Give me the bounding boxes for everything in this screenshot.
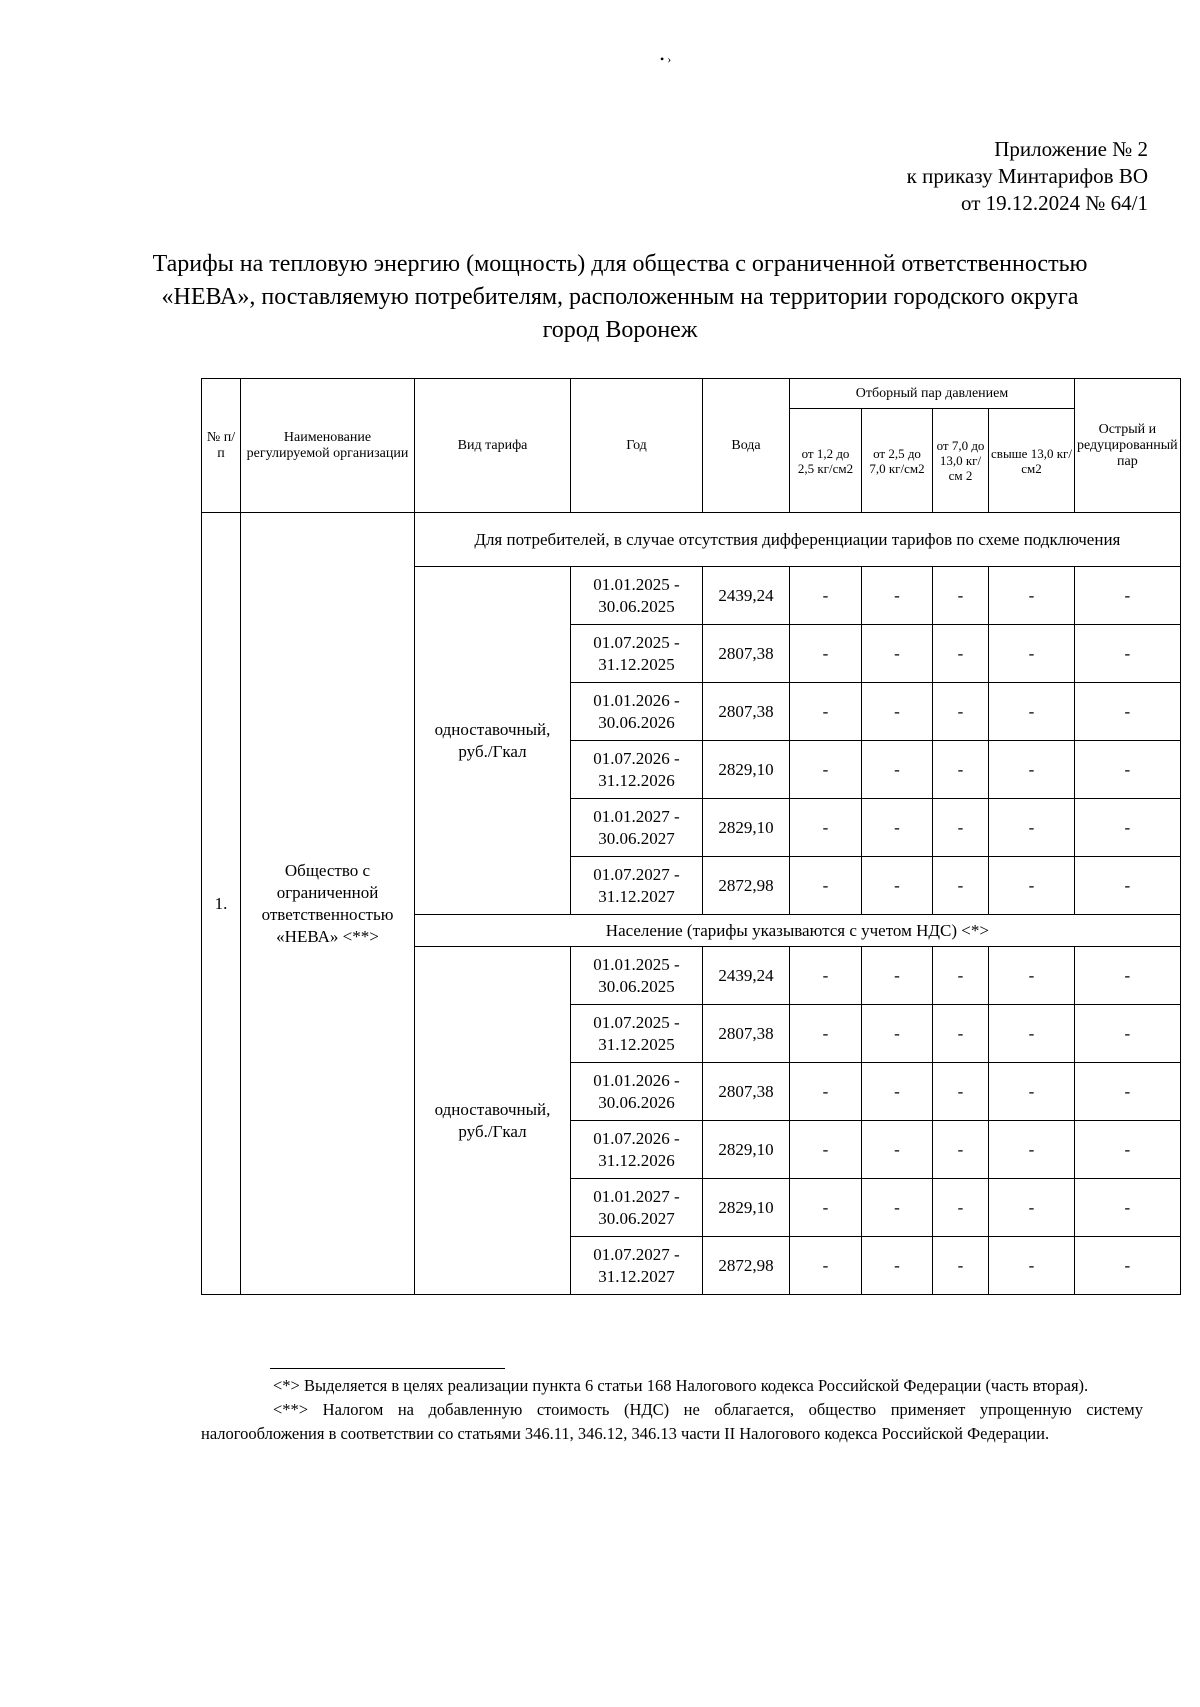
- period-cell: 01.01.2026 - 30.06.2026: [571, 1063, 703, 1121]
- period-cell: 01.01.2025 - 30.06.2025: [571, 947, 703, 1005]
- steam-4-value: -: [989, 857, 1075, 915]
- steam-1-value: -: [790, 857, 862, 915]
- water-value: 2829,10: [703, 741, 790, 799]
- sharp-steam-value: -: [1075, 947, 1181, 1005]
- steam-2-value: -: [862, 625, 933, 683]
- section-title: Для потребителей, в случае отсутствия дифференциации тарифов по схеме подключения: [415, 513, 1181, 567]
- sharp-steam-value: -: [1075, 741, 1181, 799]
- footnote-2: <**> Налогом на добавленную стоимость (НДС) не облагается, общество применяет упрощенную систему налогообложения в соответствии со статьями 346.11, 346.12, 346.13 части II Налогового кодекса Российской Федерации.: [201, 1400, 1143, 1443]
- appendix-line-3: от 19.12.2024 № 64/1: [960, 191, 1148, 215]
- steam-2-value: -: [862, 1063, 933, 1121]
- tariff-table: [201, 378, 1181, 1295]
- steam-2-value: -: [862, 741, 933, 799]
- steam-4-value: -: [989, 799, 1075, 857]
- footnotes: [201, 1374, 1143, 1446]
- steam-1-value: -: [790, 741, 862, 799]
- steam-4-value: -: [989, 1005, 1075, 1063]
- tariff-type: одноставочный, руб./Гкал: [415, 567, 571, 915]
- steam-1-value: -: [790, 683, 862, 741]
- period-cell: 01.01.2027 - 30.06.2027: [571, 799, 703, 857]
- scan-mark: • ›: [660, 52, 672, 66]
- water-value: 2872,98: [703, 857, 790, 915]
- steam-4-value: -: [989, 1237, 1075, 1295]
- header-tariff-type: Вид тарифа: [415, 379, 571, 513]
- steam-2-value: -: [862, 799, 933, 857]
- org-name: Общество с ограниченной ответственностью «НЕВА» <**>: [241, 513, 415, 1295]
- sharp-steam-value: -: [1075, 625, 1181, 683]
- period-cell: 01.07.2026 - 31.12.2026: [571, 741, 703, 799]
- header-steam-2: от 2,5 до 7,0 кг/см2: [862, 409, 933, 513]
- sharp-steam-value: -: [1075, 1005, 1181, 1063]
- steam-3-value: -: [933, 1121, 989, 1179]
- steam-4-value: -: [989, 741, 1075, 799]
- steam-3-value: -: [933, 683, 989, 741]
- steam-1-value: -: [790, 567, 862, 625]
- period-cell: 01.01.2026 - 30.06.2026: [571, 683, 703, 741]
- steam-3-value: -: [933, 1179, 989, 1237]
- document-title: Тарифы на тепловую энергию (мощность) для общества с ограниченной ответственностью «НЕВА», поставляемую потребителям, расположенным на территории городского округа город Воронеж: [152, 251, 1088, 343]
- sharp-steam-value: -: [1075, 1063, 1181, 1121]
- steam-3-value: -: [933, 857, 989, 915]
- steam-3-value: -: [933, 625, 989, 683]
- steam-3-value: -: [933, 799, 989, 857]
- header-steam-3: от 7,0 до 13,0 кг/см 2: [933, 409, 989, 513]
- footnote-separator: [270, 1368, 505, 1369]
- steam-2-value: -: [862, 857, 933, 915]
- steam-4-value: -: [989, 567, 1075, 625]
- header-sharp-steam: Острый и редуцированный пар: [1075, 379, 1181, 513]
- steam-2-value: -: [862, 1179, 933, 1237]
- appendix-block: [907, 136, 1148, 217]
- steam-1-value: -: [790, 947, 862, 1005]
- header-water: Вода: [703, 379, 790, 513]
- steam-3-value: -: [933, 741, 989, 799]
- header-org: Наименование регулируемой организации: [241, 379, 415, 513]
- water-value: 2829,10: [703, 799, 790, 857]
- period-cell: 01.07.2027 - 31.12.2027: [571, 857, 703, 915]
- water-value: 2439,24: [703, 947, 790, 1005]
- steam-4-value: -: [989, 1179, 1075, 1237]
- period-cell: 01.07.2025 - 31.12.2025: [571, 1005, 703, 1063]
- steam-1-value: -: [790, 799, 862, 857]
- period-cell: 01.01.2025 - 30.06.2025: [571, 567, 703, 625]
- steam-2-value: -: [862, 1005, 933, 1063]
- steam-2-value: -: [862, 683, 933, 741]
- section-title: Население (тарифы указываются с учетом НДС) <*>: [415, 915, 1181, 947]
- steam-1-value: -: [790, 625, 862, 683]
- steam-3-value: -: [933, 567, 989, 625]
- period-cell: 01.01.2027 - 30.06.2027: [571, 1179, 703, 1237]
- footnote-1: <*> Выделяется в целях реализации пункта 6 статьи 168 Налогового кодекса Российской Федерации (часть вторая).: [273, 1376, 1089, 1395]
- appendix-line-2: к приказу Минтарифов ВО: [906, 164, 1148, 188]
- steam-3-value: -: [933, 1063, 989, 1121]
- sharp-steam-value: -: [1075, 1121, 1181, 1179]
- header-year: Год: [571, 379, 703, 513]
- header-steam-group: Отборный пар давлением: [790, 379, 1075, 409]
- steam-2-value: -: [862, 1237, 933, 1295]
- sharp-steam-value: -: [1075, 1179, 1181, 1237]
- section-header-row: [202, 513, 1181, 567]
- steam-4-value: -: [989, 1121, 1075, 1179]
- steam-3-value: -: [933, 947, 989, 1005]
- sharp-steam-value: -: [1075, 1237, 1181, 1295]
- steam-1-value: -: [790, 1237, 862, 1295]
- water-value: 2829,10: [703, 1179, 790, 1237]
- steam-1-value: -: [790, 1179, 862, 1237]
- steam-2-value: -: [862, 947, 933, 1005]
- steam-1-value: -: [790, 1005, 862, 1063]
- water-value: 2807,38: [703, 1063, 790, 1121]
- water-value: 2807,38: [703, 1005, 790, 1063]
- sharp-steam-value: -: [1075, 683, 1181, 741]
- header-steam-1: от 1,2 до 2,5 кг/см2: [790, 409, 862, 513]
- sharp-steam-value: -: [1075, 567, 1181, 625]
- period-cell: 01.07.2025 - 31.12.2025: [571, 625, 703, 683]
- water-value: 2807,38: [703, 625, 790, 683]
- water-value: 2439,24: [703, 567, 790, 625]
- sharp-steam-value: -: [1075, 857, 1181, 915]
- steam-1-value: -: [790, 1063, 862, 1121]
- sharp-steam-value: -: [1075, 799, 1181, 857]
- water-value: 2829,10: [703, 1121, 790, 1179]
- water-value: 2872,98: [703, 1237, 790, 1295]
- steam-2-value: -: [862, 1121, 933, 1179]
- period-cell: 01.07.2027 - 31.12.2027: [571, 1237, 703, 1295]
- appendix-line-1: Приложение № 2: [994, 137, 1148, 161]
- steam-4-value: -: [989, 625, 1075, 683]
- header-steam-4: свыше 13,0 кг/см2: [989, 409, 1075, 513]
- steam-4-value: -: [989, 947, 1075, 1005]
- period-cell: 01.07.2026 - 31.12.2026: [571, 1121, 703, 1179]
- steam-4-value: -: [989, 683, 1075, 741]
- steam-2-value: -: [862, 567, 933, 625]
- steam-4-value: -: [989, 1063, 1075, 1121]
- water-value: 2807,38: [703, 683, 790, 741]
- steam-1-value: -: [790, 1121, 862, 1179]
- tariff-type: одноставочный, руб./Гкал: [415, 947, 571, 1295]
- row-number: 1.: [202, 513, 241, 1295]
- steam-3-value: -: [933, 1005, 989, 1063]
- steam-3-value: -: [933, 1237, 989, 1295]
- header-num: № п/п: [202, 379, 241, 513]
